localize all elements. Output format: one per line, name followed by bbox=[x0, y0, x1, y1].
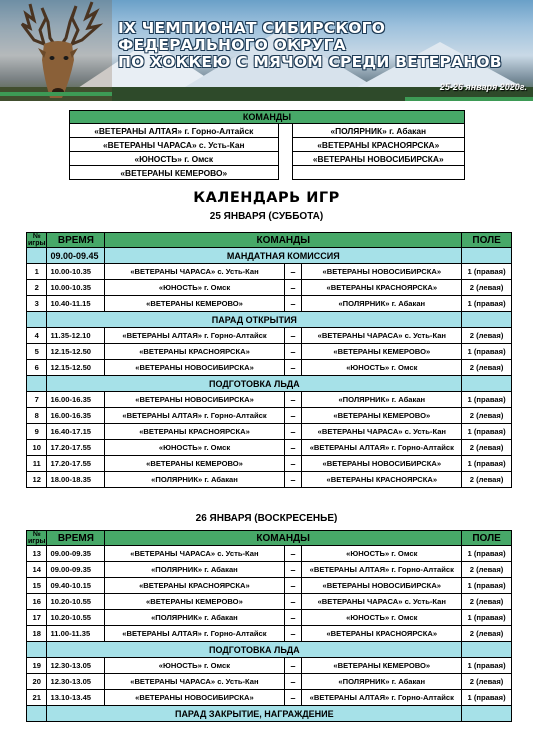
away-team: «ВЕТЕРАНЫ АЛТАЯ» г. Горно-Алтайск bbox=[302, 562, 462, 578]
header-num-symbol: № bbox=[32, 531, 41, 538]
header-time: ВРЕМЯ bbox=[47, 233, 105, 248]
home-team: «ВЕТЕРАНЫ КЕМЕРОВО» bbox=[105, 456, 284, 472]
game-number: 7 bbox=[27, 392, 47, 408]
away-team: «ВЕТЕРАНЫ ЧАРАСА» с. Усть-Кан bbox=[302, 328, 462, 344]
game-row bbox=[27, 456, 512, 472]
deer-head-image bbox=[0, 0, 112, 101]
home-team: «ВЕТЕРАНЫ АЛТАЯ» г. Горно-Алтайск bbox=[105, 408, 284, 424]
spacer bbox=[278, 166, 292, 180]
field-cell: 1 (правая) bbox=[462, 456, 512, 472]
field-cell: 2 (левая) bbox=[462, 360, 512, 376]
versus-dash: – bbox=[284, 578, 302, 594]
field-cell: 1 (правая) bbox=[462, 578, 512, 594]
versus-dash: – bbox=[284, 658, 302, 674]
home-team: «ВЕТЕРАНЫ НОВОСИБИРСКА» bbox=[105, 392, 284, 408]
away-team: «ВЕТЕРАНЫ ЧАРАСА» с. Усть-Кан bbox=[302, 424, 462, 440]
game-number: 16 bbox=[27, 594, 47, 610]
away-team: «ВЕТЕРАНЫ КЕМЕРОВО» bbox=[302, 344, 462, 360]
game-number: 8 bbox=[27, 408, 47, 424]
game-number: 14 bbox=[27, 562, 47, 578]
game-row bbox=[27, 264, 512, 280]
event-label: МАНДАТНАЯ КОМИССИЯ bbox=[105, 248, 462, 264]
game-time: 10.20-10.55 bbox=[47, 610, 105, 626]
team-cell bbox=[292, 166, 464, 180]
home-team: «ВЕТЕРАНЫ НОВОСИБИРСКА» bbox=[105, 690, 284, 706]
game-row bbox=[27, 594, 512, 610]
field-cell: 1 (правая) bbox=[462, 296, 512, 312]
away-team: «ВЕТЕРАНЫ КЕМЕРОВО» bbox=[302, 408, 462, 424]
header-teams: КОМАНДЫ bbox=[105, 531, 462, 546]
calendar-title: КАЛЕНДАРЬ ИГР bbox=[193, 190, 340, 206]
versus-dash: – bbox=[284, 456, 302, 472]
event-row bbox=[27, 706, 512, 722]
event-title bbox=[118, 20, 528, 71]
field-cell: 1 (правая) bbox=[462, 690, 512, 706]
field-cell: 2 (левая) bbox=[462, 674, 512, 690]
versus-dash: – bbox=[284, 626, 302, 642]
teams-table bbox=[69, 110, 465, 180]
versus-dash: – bbox=[284, 264, 302, 280]
field-cell: 2 (левая) bbox=[462, 440, 512, 456]
header-num-symbol: № bbox=[32, 233, 41, 240]
event-row bbox=[27, 248, 512, 264]
versus-dash: – bbox=[284, 360, 302, 376]
spacer bbox=[278, 138, 292, 152]
day-title: 26 ЯНВАРЯ (ВОСКРЕСЕНЬЕ) bbox=[195, 513, 338, 524]
home-team: «ВЕТЕРАНЫ ЧАРАСА» с. Усть-Кан bbox=[105, 546, 284, 562]
game-number bbox=[27, 312, 47, 328]
game-number: 12 bbox=[27, 472, 47, 488]
event-label: ПАРАД ОТКРЫТИЯ bbox=[47, 312, 462, 328]
home-team: «ПОЛЯРНИК» г. Абакан bbox=[105, 610, 284, 626]
title-line: ПО ХОККЕЮ С МЯЧОМ СРЕДИ ВЕТЕРАНОВ bbox=[118, 53, 502, 71]
game-number: 11 bbox=[27, 456, 47, 472]
versus-dash: – bbox=[284, 424, 302, 440]
game-number bbox=[27, 376, 47, 392]
schedule-header-row bbox=[27, 531, 512, 546]
game-number: 17 bbox=[27, 610, 47, 626]
game-time: 12.15-12.50 bbox=[47, 344, 105, 360]
game-time: 16.40-17.15 bbox=[47, 424, 105, 440]
versus-dash: – bbox=[284, 344, 302, 360]
event-label: ПАРАД ЗАКРЫТИЕ, НАГРАЖДЕНИЕ bbox=[47, 706, 462, 722]
schedule-header-row bbox=[27, 233, 512, 248]
header-num-label: игры bbox=[28, 240, 46, 247]
field-cell: 1 (правая) bbox=[462, 424, 512, 440]
team-cell: «ПОЛЯРНИК» г. Абакан bbox=[292, 124, 464, 138]
game-number bbox=[27, 642, 47, 658]
schedule-table-day2 bbox=[26, 530, 512, 722]
game-number: 5 bbox=[27, 344, 47, 360]
game-time: 17.20-17.55 bbox=[47, 440, 105, 456]
header-num-label: игры bbox=[28, 538, 46, 545]
game-number: 19 bbox=[27, 658, 47, 674]
home-team: «ВЕТЕРАНЫ АЛТАЯ» г. Горно-Алтайск bbox=[105, 328, 284, 344]
title-line: IX ЧЕМПИОНАТ СИБИРСКОГО bbox=[118, 19, 386, 37]
home-team: «ВЕТЕРАНЫ ЧАРАСА» с. Усть-Кан bbox=[105, 264, 284, 280]
field-cell: 1 (правая) bbox=[462, 264, 512, 280]
game-number bbox=[27, 248, 47, 264]
schedule-body bbox=[27, 248, 512, 488]
game-number: 2 bbox=[27, 280, 47, 296]
away-team: «ВЕТЕРАНЫ АЛТАЯ» г. Горно-Алтайск bbox=[302, 690, 462, 706]
game-row bbox=[27, 610, 512, 626]
field-cell: 1 (правая) bbox=[462, 344, 512, 360]
versus-dash: – bbox=[284, 392, 302, 408]
away-team: «ВЕТЕРАНЫ НОВОСИБИРСКА» bbox=[302, 264, 462, 280]
versus-dash: – bbox=[284, 296, 302, 312]
home-team: «ЮНОСТЬ» г. Омск bbox=[105, 280, 284, 296]
away-team: «ВЕТЕРАНЫ НОВОСИБИРСКА» bbox=[302, 578, 462, 594]
field-cell: 2 (левая) bbox=[462, 328, 512, 344]
event-row bbox=[27, 312, 512, 328]
home-team: «ЮНОСТЬ» г. Омск bbox=[105, 658, 284, 674]
header-banner bbox=[0, 0, 533, 101]
teams-header: КОМАНДЫ bbox=[70, 111, 465, 124]
away-team: «ЮНОСТЬ» г. Омск bbox=[302, 360, 462, 376]
versus-dash: – bbox=[284, 408, 302, 424]
field-cell: 2 (левая) bbox=[462, 472, 512, 488]
game-row bbox=[27, 424, 512, 440]
game-row bbox=[27, 546, 512, 562]
game-time: 16.00-16.35 bbox=[47, 408, 105, 424]
home-team: «ВЕТЕРАНЫ КРАСНОЯРСКА» bbox=[105, 424, 284, 440]
game-time: 10.20-10.55 bbox=[47, 594, 105, 610]
versus-dash: – bbox=[284, 562, 302, 578]
home-team: «ВЕТЕРАНЫ КРАСНОЯРСКА» bbox=[105, 578, 284, 594]
versus-dash: – bbox=[284, 594, 302, 610]
home-team: «ВЕТЕРАНЫ НОВОСИБИРСКА» bbox=[105, 360, 284, 376]
game-time: 18.00-18.35 bbox=[47, 472, 105, 488]
game-time: 10.40-11.15 bbox=[47, 296, 105, 312]
field-cell: 2 (левая) bbox=[462, 626, 512, 642]
field-cell: 1 (правая) bbox=[462, 658, 512, 674]
field-cell bbox=[462, 706, 512, 722]
event-label: ПОДГОТОВКА ЛЬДА bbox=[47, 642, 462, 658]
versus-dash: – bbox=[284, 546, 302, 562]
away-team: «ЮНОСТЬ» г. Омск bbox=[302, 546, 462, 562]
game-time: 09.40-10.15 bbox=[47, 578, 105, 594]
field-cell: 1 (правая) bbox=[462, 392, 512, 408]
home-team: «ВЕТЕРАНЫ КЕМЕРОВО» bbox=[105, 296, 284, 312]
game-row bbox=[27, 328, 512, 344]
team-cell: «ВЕТЕРАНЫ НОВОСИБИРСКА» bbox=[292, 152, 464, 166]
away-team: «ПОЛЯРНИК» г. Абакан bbox=[302, 674, 462, 690]
game-number: 13 bbox=[27, 546, 47, 562]
home-team: «ВЕТЕРАНЫ АЛТАЯ» г. Горно-Алтайск bbox=[105, 626, 284, 642]
home-team: «ПОЛЯРНИК» г. Абакан bbox=[105, 472, 284, 488]
game-row bbox=[27, 690, 512, 706]
field-cell bbox=[462, 248, 512, 264]
team-cell: «ЮНОСТЬ» г. Омск bbox=[70, 152, 279, 166]
away-team: «ВЕТЕРАНЫ ЧАРАСА» с. Усть-Кан bbox=[302, 594, 462, 610]
game-row bbox=[27, 562, 512, 578]
game-row bbox=[27, 360, 512, 376]
home-team: «ЮНОСТЬ» г. Омск bbox=[105, 440, 284, 456]
game-time: 09.00-09.45 bbox=[47, 248, 105, 264]
event-label: ПОДГОТОВКА ЛЬДА bbox=[47, 376, 462, 392]
team-cell: «ВЕТЕРАНЫ АЛТАЯ» г. Горно-Алтайск bbox=[70, 124, 279, 138]
game-row bbox=[27, 674, 512, 690]
home-team: «ВЕТЕРАНЫ ЧАРАСА» с. Усть-Кан bbox=[105, 674, 284, 690]
game-row bbox=[27, 440, 512, 456]
away-team: «ВЕТЕРАНЫ НОВОСИБИРСКА» bbox=[302, 456, 462, 472]
game-number bbox=[27, 706, 47, 722]
field-cell: 2 (левая) bbox=[462, 408, 512, 424]
team-cell: «ВЕТЕРАНЫ ЧАРАСА» с. Усть-Кан bbox=[70, 138, 279, 152]
game-time: 12.30-13.05 bbox=[47, 674, 105, 690]
event-row bbox=[27, 376, 512, 392]
away-team: «ЮНОСТЬ» г. Омск bbox=[302, 610, 462, 626]
header-num bbox=[27, 233, 47, 248]
game-row bbox=[27, 392, 512, 408]
field-cell: 1 (правая) bbox=[462, 610, 512, 626]
versus-dash: – bbox=[284, 440, 302, 456]
versus-dash: – bbox=[284, 472, 302, 488]
away-team: «ВЕТЕРАНЫ АЛТАЯ» г. Горно-Алтайск bbox=[302, 440, 462, 456]
header-time: ВРЕМЯ bbox=[47, 531, 105, 546]
game-time: 12.15-12.50 bbox=[47, 360, 105, 376]
field-cell bbox=[462, 376, 512, 392]
game-number: 9 bbox=[27, 424, 47, 440]
away-team: «ПОЛЯРНИК» г. Абакан bbox=[302, 296, 462, 312]
schedule-table-day1 bbox=[26, 232, 512, 488]
header-field: ПОЛЕ bbox=[462, 531, 512, 546]
title-line: ФЕДЕРАЛЬНОГО ОКРУГА bbox=[118, 36, 346, 54]
game-row bbox=[27, 408, 512, 424]
game-time: 09.00-09.35 bbox=[47, 562, 105, 578]
game-number: 6 bbox=[27, 360, 47, 376]
game-row bbox=[27, 280, 512, 296]
event-row bbox=[27, 642, 512, 658]
versus-dash: – bbox=[284, 280, 302, 296]
away-team: «ВЕТЕРАНЫ КРАСНОЯРСКА» bbox=[302, 472, 462, 488]
header-num bbox=[27, 531, 47, 546]
team-cell: «ВЕТЕРАНЫ КЕМЕРОВО» bbox=[70, 166, 279, 180]
away-team: «ВЕТЕРАНЫ КРАСНОЯРСКА» bbox=[302, 626, 462, 642]
header-field: ПОЛЕ bbox=[462, 233, 512, 248]
game-time: 11.35-12.10 bbox=[47, 328, 105, 344]
field-cell: 2 (левая) bbox=[462, 280, 512, 296]
team-cell: «ВЕТЕРАНЫ КРАСНОЯРСКА» bbox=[292, 138, 464, 152]
game-number: 18 bbox=[27, 626, 47, 642]
day-title: 25 ЯНВАРЯ (СУББОТА) bbox=[209, 211, 324, 222]
game-number: 10 bbox=[27, 440, 47, 456]
away-team: «ВЕТЕРАНЫ КРАСНОЯРСКА» bbox=[302, 280, 462, 296]
versus-dash: – bbox=[284, 610, 302, 626]
game-row bbox=[27, 344, 512, 360]
field-cell bbox=[462, 312, 512, 328]
game-time: 16.00-16.35 bbox=[47, 392, 105, 408]
game-time: 09.00-09.35 bbox=[47, 546, 105, 562]
versus-dash: – bbox=[284, 690, 302, 706]
game-time: 10.00-10.35 bbox=[47, 264, 105, 280]
schedule-body bbox=[27, 546, 512, 722]
away-team: «ПОЛЯРНИК» г. Абакан bbox=[302, 392, 462, 408]
game-number: 15 bbox=[27, 578, 47, 594]
away-team: «ВЕТЕРАНЫ КЕМЕРОВО» bbox=[302, 658, 462, 674]
versus-dash: – bbox=[284, 674, 302, 690]
field-cell bbox=[462, 642, 512, 658]
header-teams: КОМАНДЫ bbox=[105, 233, 462, 248]
game-number: 20 bbox=[27, 674, 47, 690]
green-stripe bbox=[405, 97, 533, 101]
game-row bbox=[27, 626, 512, 642]
home-team: «ВЕТЕРАНЫ КЕМЕРОВО» bbox=[105, 594, 284, 610]
game-row bbox=[27, 296, 512, 312]
game-row bbox=[27, 472, 512, 488]
green-stripe bbox=[0, 92, 112, 96]
spacer bbox=[278, 152, 292, 166]
versus-dash: – bbox=[284, 328, 302, 344]
spacer bbox=[278, 124, 292, 138]
home-team: «ВЕТЕРАНЫ КРАСНОЯРСКА» bbox=[105, 344, 284, 360]
game-time: 12.30-13.05 bbox=[47, 658, 105, 674]
field-cell: 2 (левая) bbox=[462, 594, 512, 610]
field-cell: 2 (левая) bbox=[462, 562, 512, 578]
game-time: 10.00-10.35 bbox=[47, 280, 105, 296]
game-number: 21 bbox=[27, 690, 47, 706]
game-time: 11.00-11.35 bbox=[47, 626, 105, 642]
game-row bbox=[27, 658, 512, 674]
field-cell: 1 (правая) bbox=[462, 546, 512, 562]
game-number: 4 bbox=[27, 328, 47, 344]
game-row bbox=[27, 578, 512, 594]
game-number: 3 bbox=[27, 296, 47, 312]
game-time: 13.10-13.45 bbox=[47, 690, 105, 706]
event-date: 25-26 января 2020г. bbox=[439, 82, 527, 92]
game-time: 17.20-17.55 bbox=[47, 456, 105, 472]
home-team: «ПОЛЯРНИК» г. Абакан bbox=[105, 562, 284, 578]
game-number: 1 bbox=[27, 264, 47, 280]
